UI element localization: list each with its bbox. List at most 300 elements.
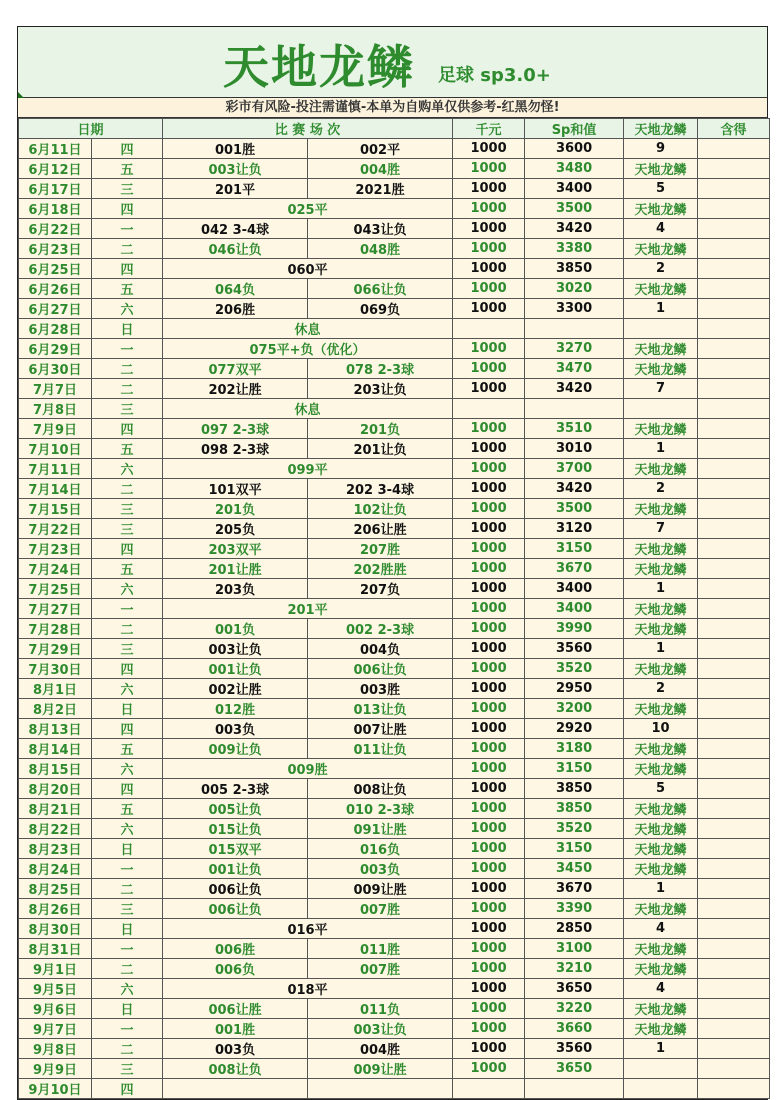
hit-cell	[698, 819, 770, 839]
match-cell: 001胜	[163, 139, 308, 159]
result-cell: 天地龙鳞	[624, 859, 698, 879]
stake-cell: 1000	[453, 1059, 525, 1079]
hit-cell	[698, 379, 770, 399]
match-cell: 043让负	[308, 219, 453, 239]
weekday-cell: 二	[92, 239, 163, 259]
match-cell: 207负	[308, 579, 453, 599]
stake-cell: 1000	[453, 259, 525, 279]
date-cell: 6月28日	[19, 319, 92, 339]
weekday-cell: 日	[92, 319, 163, 339]
hit-cell	[698, 579, 770, 599]
date-cell: 6月17日	[19, 179, 92, 199]
sp-cell: 3020	[525, 279, 624, 299]
date-cell: 7月25日	[19, 579, 92, 599]
match-cell: 201负	[163, 499, 308, 519]
hit-cell	[698, 559, 770, 579]
header-matches: 比 赛 场 次	[163, 119, 453, 139]
sp-cell: 3150	[525, 839, 624, 859]
weekday-cell: 三	[92, 399, 163, 419]
sp-cell: 3270	[525, 339, 624, 359]
weekday-cell: 四	[92, 419, 163, 439]
stake-cell: 1000	[453, 239, 525, 259]
date-cell: 8月31日	[19, 939, 92, 959]
weekday-cell: 一	[92, 219, 163, 239]
stake-cell: 1000	[453, 499, 525, 519]
table-row	[19, 399, 770, 419]
weekday-cell: 一	[92, 339, 163, 359]
stake-cell: 1000	[453, 1019, 525, 1039]
hit-cell	[698, 419, 770, 439]
stake-cell: 1000	[453, 339, 525, 359]
stake-cell: 1000	[453, 979, 525, 999]
date-cell: 9月1日	[19, 959, 92, 979]
match-cell: 009让胜	[308, 879, 453, 899]
result-cell: 天地龙鳞	[624, 799, 698, 819]
result-cell: 天地龙鳞	[624, 339, 698, 359]
stake-cell: 1000	[453, 539, 525, 559]
weekday-cell: 二	[92, 619, 163, 639]
date-cell: 6月26日	[19, 279, 92, 299]
hit-cell	[698, 939, 770, 959]
weekday-cell: 六	[92, 459, 163, 479]
match-cell: 011让负	[308, 739, 453, 759]
weekday-cell: 三	[92, 899, 163, 919]
weekday-cell: 日	[92, 919, 163, 939]
match-cell: 012胜	[163, 699, 308, 719]
table-row	[19, 379, 770, 399]
hit-cell	[698, 719, 770, 739]
table-row	[19, 739, 770, 759]
weekday-cell: 四	[92, 1079, 163, 1099]
table-row	[19, 799, 770, 819]
header-date: 日期	[19, 119, 163, 139]
header-row	[19, 119, 770, 139]
stake-cell: 1000	[453, 859, 525, 879]
table-row	[19, 539, 770, 559]
stake-cell: 1000	[453, 279, 525, 299]
weekday-cell: 五	[92, 279, 163, 299]
sp-cell: 3120	[525, 519, 624, 539]
sp-cell: 3650	[525, 979, 624, 999]
match-cell: 008让负	[163, 1059, 308, 1079]
sp-cell: 3390	[525, 899, 624, 919]
hit-cell	[698, 999, 770, 1019]
result-cell: 5	[624, 779, 698, 799]
result-cell: 5	[624, 179, 698, 199]
table-row	[19, 719, 770, 739]
result-cell: 2	[624, 479, 698, 499]
sp-cell: 3850	[525, 799, 624, 819]
result-cell: 9	[624, 139, 698, 159]
sp-cell: 3670	[525, 559, 624, 579]
stake-cell: 1000	[453, 839, 525, 859]
match-cell: 201让胜	[163, 559, 308, 579]
stake-cell: 1000	[453, 519, 525, 539]
match-cell: 042 3-4球	[163, 219, 308, 239]
match-cell: 005让负	[163, 799, 308, 819]
result-cell: 1	[624, 439, 698, 459]
stake-cell: 1000	[453, 959, 525, 979]
date-cell: 6月23日	[19, 239, 92, 259]
match-cell: 207胜	[308, 539, 453, 559]
weekday-cell: 二	[92, 879, 163, 899]
result-cell: 天地龙鳞	[624, 659, 698, 679]
hit-cell	[698, 779, 770, 799]
match-cell: 006让负	[163, 899, 308, 919]
date-cell: 9月5日	[19, 979, 92, 999]
table-row	[19, 779, 770, 799]
match-cell: 003胜	[308, 679, 453, 699]
match-cell: 202让胜	[163, 379, 308, 399]
date-cell: 7月15日	[19, 499, 92, 519]
stake-cell: 1000	[453, 919, 525, 939]
hit-cell	[698, 759, 770, 779]
result-cell: 天地龙鳞	[624, 999, 698, 1019]
weekday-cell: 四	[92, 199, 163, 219]
result-cell: 天地龙鳞	[624, 739, 698, 759]
weekday-cell: 四	[92, 539, 163, 559]
hit-cell	[698, 959, 770, 979]
sp-cell: 3560	[525, 1039, 624, 1059]
stake-cell: 1000	[453, 759, 525, 779]
table-row	[19, 139, 770, 159]
stake-cell: 1000	[453, 779, 525, 799]
hit-cell	[698, 619, 770, 639]
sp-cell: 2950	[525, 679, 624, 699]
match-cell: 201负	[308, 419, 453, 439]
hit-cell	[698, 479, 770, 499]
hit-cell	[698, 839, 770, 859]
match-cell: 002平	[308, 139, 453, 159]
weekday-cell: 一	[92, 1019, 163, 1039]
match-cell: 203让负	[308, 379, 453, 399]
match-cell: 099平	[163, 459, 453, 479]
table-row	[19, 199, 770, 219]
sp-cell: 3300	[525, 299, 624, 319]
result-cell: 1	[624, 639, 698, 659]
weekday-cell: 日	[92, 999, 163, 1019]
result-cell	[624, 1059, 698, 1079]
weekday-cell: 六	[92, 979, 163, 999]
match-cell: 075平+负（优化）	[163, 339, 453, 359]
result-cell: 4	[624, 979, 698, 999]
hit-cell	[698, 299, 770, 319]
match-cell: 011负	[308, 999, 453, 1019]
result-cell: 天地龙鳞	[624, 539, 698, 559]
sp-cell: 3420	[525, 379, 624, 399]
match-cell: 098 2-3球	[163, 439, 308, 459]
date-cell: 6月18日	[19, 199, 92, 219]
stake-cell: 1000	[453, 739, 525, 759]
stake-cell: 1000	[453, 719, 525, 739]
match-cell: 203双平	[163, 539, 308, 559]
match-cell: 003让负	[308, 1019, 453, 1039]
date-cell: 6月12日	[19, 159, 92, 179]
sp-cell: 3560	[525, 639, 624, 659]
sp-cell: 3420	[525, 219, 624, 239]
table-row	[19, 459, 770, 479]
result-cell: 天地龙鳞	[624, 499, 698, 519]
table-row	[19, 479, 770, 499]
risk-warning: 彩市有风险-投注需谨慎-本单为自购单仅供参考-红黑勿怪!	[18, 98, 767, 118]
match-cell: 078 2-3球	[308, 359, 453, 379]
stake-cell: 1000	[453, 799, 525, 819]
date-cell: 9月9日	[19, 1059, 92, 1079]
table-row	[19, 519, 770, 539]
date-cell: 8月21日	[19, 799, 92, 819]
hit-cell	[698, 879, 770, 899]
date-cell: 7月9日	[19, 419, 92, 439]
betting-table	[18, 118, 770, 1099]
date-cell: 8月26日	[19, 899, 92, 919]
date-cell: 6月27日	[19, 299, 92, 319]
table-row	[19, 599, 770, 619]
table-row	[19, 899, 770, 919]
stake-cell: 1000	[453, 699, 525, 719]
date-cell: 7月24日	[19, 559, 92, 579]
sp-cell: 2920	[525, 719, 624, 739]
match-cell: 016负	[308, 839, 453, 859]
stake-cell: 1000	[453, 579, 525, 599]
match-cell: 205负	[163, 519, 308, 539]
result-cell: 4	[624, 919, 698, 939]
sp-cell: 3400	[525, 179, 624, 199]
date-cell: 8月23日	[19, 839, 92, 859]
cell-comment-marker-icon	[18, 92, 24, 98]
sp-cell: 3200	[525, 699, 624, 719]
date-cell: 7月10日	[19, 439, 92, 459]
match-cell: 003负	[163, 719, 308, 739]
result-cell: 天地龙鳞	[624, 1019, 698, 1039]
match-cell: 206让胜	[308, 519, 453, 539]
hit-cell	[698, 139, 770, 159]
hit-cell	[698, 1039, 770, 1059]
match-cell: 201平	[163, 599, 453, 619]
result-cell: 天地龙鳞	[624, 419, 698, 439]
weekday-cell: 五	[92, 559, 163, 579]
match-cell: 011胜	[308, 939, 453, 959]
match-cell: 013让负	[308, 699, 453, 719]
table-row	[19, 999, 770, 1019]
table-row	[19, 879, 770, 899]
stake-cell: 1000	[453, 479, 525, 499]
table-row	[19, 679, 770, 699]
table-row	[19, 639, 770, 659]
hit-cell	[698, 739, 770, 759]
table-row	[19, 239, 770, 259]
header-sp: Sp和值	[525, 119, 624, 139]
result-cell: 天地龙鳞	[624, 939, 698, 959]
match-cell: 018平	[163, 979, 453, 999]
result-cell: 天地龙鳞	[624, 599, 698, 619]
weekday-cell: 二	[92, 1039, 163, 1059]
hit-cell	[698, 519, 770, 539]
match-cell: 001让负	[163, 659, 308, 679]
weekday-cell: 六	[92, 579, 163, 599]
match-cell: 066让负	[308, 279, 453, 299]
table-row	[19, 979, 770, 999]
match-cell: 003让负	[163, 639, 308, 659]
stake-cell: 1000	[453, 619, 525, 639]
sp-cell: 3220	[525, 999, 624, 1019]
sp-cell: 3010	[525, 439, 624, 459]
sp-cell: 3400	[525, 599, 624, 619]
weekday-cell: 日	[92, 699, 163, 719]
result-cell: 天地龙鳞	[624, 819, 698, 839]
date-cell: 6月22日	[19, 219, 92, 239]
hit-cell	[698, 339, 770, 359]
stake-cell: 1000	[453, 679, 525, 699]
title-bar	[18, 27, 767, 98]
result-cell: 1	[624, 579, 698, 599]
match-cell: 007胜	[308, 899, 453, 919]
weekday-cell: 一	[92, 859, 163, 879]
weekday-cell: 五	[92, 159, 163, 179]
match-cell: 048胜	[308, 239, 453, 259]
stake-cell: 1000	[453, 219, 525, 239]
match-cell: 003负	[308, 859, 453, 879]
sp-cell	[525, 1079, 624, 1099]
result-cell: 天地龙鳞	[624, 459, 698, 479]
result-cell: 2	[624, 259, 698, 279]
match-cell: 006让胜	[163, 999, 308, 1019]
match-cell: 003让负	[163, 159, 308, 179]
match-cell: 009胜	[163, 759, 453, 779]
match-cell	[163, 1079, 308, 1099]
date-cell: 8月1日	[19, 679, 92, 699]
sp-cell: 3500	[525, 199, 624, 219]
hit-cell	[698, 599, 770, 619]
date-cell: 8月20日	[19, 779, 92, 799]
result-cell: 10	[624, 719, 698, 739]
stake-cell: 1000	[453, 899, 525, 919]
stake-cell: 1000	[453, 879, 525, 899]
match-cell: 006让负	[308, 659, 453, 679]
stake-cell: 1000	[453, 359, 525, 379]
sp-cell: 3600	[525, 139, 624, 159]
match-cell: 060平	[163, 259, 453, 279]
result-cell: 2	[624, 679, 698, 699]
stake-cell: 1000	[453, 379, 525, 399]
hit-cell	[698, 1079, 770, 1099]
weekday-cell: 三	[92, 179, 163, 199]
weekday-cell: 三	[92, 499, 163, 519]
sp-cell: 3520	[525, 819, 624, 839]
match-cell: 001负	[163, 619, 308, 639]
stake-cell: 1000	[453, 179, 525, 199]
weekday-cell: 六	[92, 819, 163, 839]
hit-cell	[698, 259, 770, 279]
table-row	[19, 919, 770, 939]
hit-cell	[698, 679, 770, 699]
sp-cell	[525, 399, 624, 419]
table-row	[19, 819, 770, 839]
date-cell: 7月22日	[19, 519, 92, 539]
date-cell: 7月30日	[19, 659, 92, 679]
spreadsheet	[17, 26, 768, 1100]
weekday-cell: 五	[92, 739, 163, 759]
weekday-cell: 日	[92, 839, 163, 859]
stake-cell: 1000	[453, 139, 525, 159]
weekday-cell: 二	[92, 359, 163, 379]
table-row	[19, 759, 770, 779]
stake-cell: 1000	[453, 639, 525, 659]
date-cell: 7月29日	[19, 639, 92, 659]
table-row	[19, 159, 770, 179]
stake-cell: 1000	[453, 159, 525, 179]
sp-cell: 3150	[525, 539, 624, 559]
match-cell: 004胜	[308, 1039, 453, 1059]
result-cell	[624, 399, 698, 419]
sp-cell: 2850	[525, 919, 624, 939]
hit-cell	[698, 499, 770, 519]
table-row	[19, 259, 770, 279]
sp-cell: 3650	[525, 1059, 624, 1079]
stake-cell: 1000	[453, 199, 525, 219]
header-hit: 含得	[698, 119, 770, 139]
stake-cell: 1000	[453, 999, 525, 1019]
date-cell: 9月8日	[19, 1039, 92, 1059]
sp-cell: 3700	[525, 459, 624, 479]
table-row	[19, 939, 770, 959]
table-row	[19, 1039, 770, 1059]
result-cell: 天地龙鳞	[624, 839, 698, 859]
match-cell: 015让负	[163, 819, 308, 839]
weekday-cell: 五	[92, 799, 163, 819]
hit-cell	[698, 399, 770, 419]
match-cell: 015双平	[163, 839, 308, 859]
hit-cell	[698, 439, 770, 459]
hit-cell	[698, 359, 770, 379]
match-cell: 202 3-4球	[308, 479, 453, 499]
date-cell: 9月6日	[19, 999, 92, 1019]
date-cell: 8月25日	[19, 879, 92, 899]
date-cell: 8月14日	[19, 739, 92, 759]
stake-cell: 1000	[453, 419, 525, 439]
result-cell: 天地龙鳞	[624, 959, 698, 979]
hit-cell	[698, 319, 770, 339]
sp-cell	[525, 319, 624, 339]
table-row	[19, 299, 770, 319]
stake-cell	[453, 399, 525, 419]
sp-cell: 3420	[525, 479, 624, 499]
result-cell: 天地龙鳞	[624, 159, 698, 179]
sp-cell: 3510	[525, 419, 624, 439]
result-cell: 4	[624, 219, 698, 239]
stake-cell	[453, 319, 525, 339]
weekday-cell: 六	[92, 679, 163, 699]
date-cell: 8月22日	[19, 819, 92, 839]
hit-cell	[698, 659, 770, 679]
hit-cell	[698, 919, 770, 939]
match-cell: 004负	[308, 639, 453, 659]
weekday-cell: 二	[92, 479, 163, 499]
hit-cell	[698, 459, 770, 479]
hit-cell	[698, 199, 770, 219]
date-cell: 7月23日	[19, 539, 92, 559]
result-cell: 1	[624, 299, 698, 319]
table-row	[19, 1019, 770, 1039]
match-cell: 101双平	[163, 479, 308, 499]
stake-cell: 1000	[453, 1039, 525, 1059]
weekday-cell: 四	[92, 139, 163, 159]
weekday-cell: 四	[92, 779, 163, 799]
weekday-cell: 一	[92, 939, 163, 959]
hit-cell	[698, 639, 770, 659]
hit-cell	[698, 159, 770, 179]
table-row	[19, 859, 770, 879]
result-cell: 天地龙鳞	[624, 899, 698, 919]
